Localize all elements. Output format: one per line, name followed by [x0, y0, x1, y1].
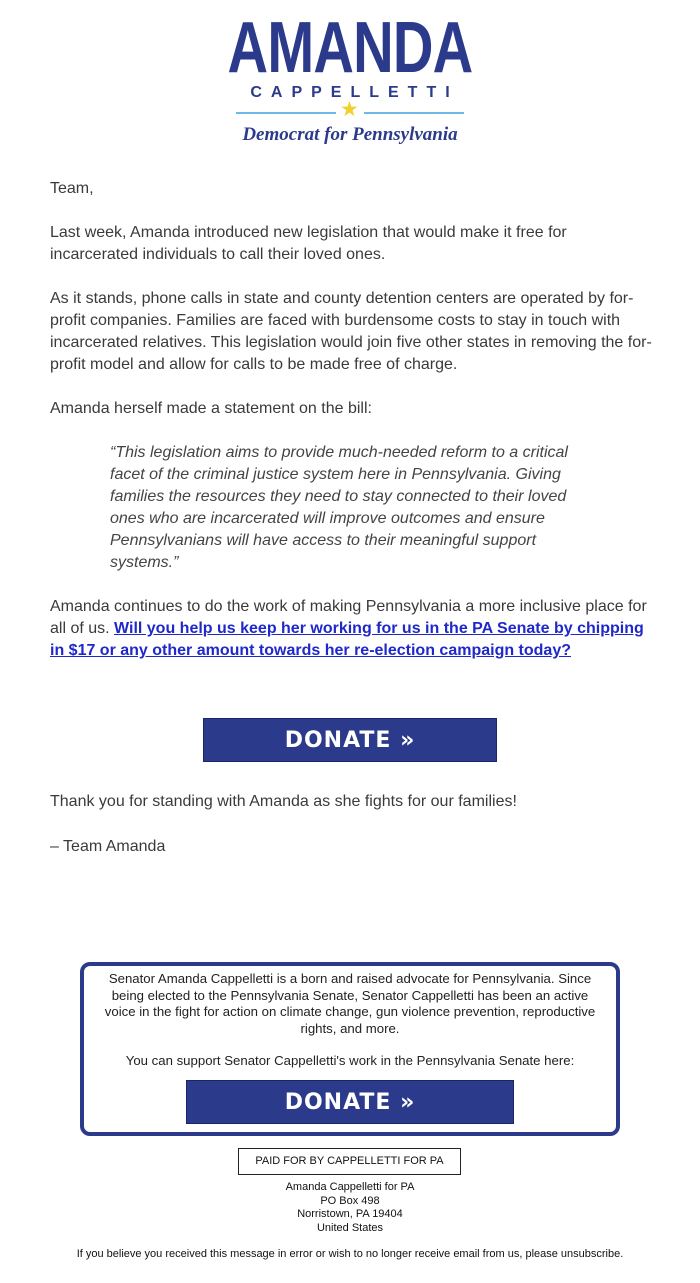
logo-first-name: AMANDA [227, 8, 473, 88]
paid-for-disclaimer: PAID FOR BY CAPPELLETTI FOR PA [238, 1148, 461, 1175]
address-line: Norristown, PA 19404 [297, 1208, 403, 1220]
appeal-text: Amanda continues to do the work of making Pennsylvania a more inclusive place for all of us. [50, 598, 647, 637]
logo-divider [236, 98, 464, 124]
greeting: Team, [50, 180, 94, 197]
senator-bio-box [80, 962, 620, 1136]
signoff: – Team Amanda [50, 838, 166, 855]
paragraph-legislation: Last week, Amanda introduced new legislation that would make it free for incarcerated individuals to call their loved ones. [50, 224, 567, 263]
email-body [50, 178, 655, 662]
paragraph-appeal [50, 596, 655, 662]
logo-tagline: Democrat for Pennsylvania [242, 124, 458, 145]
address-line: PO Box 498 [320, 1194, 380, 1207]
thank-you-line: Thank you for standing with Amanda as she fights for our families! [50, 793, 517, 810]
bio-text: Senator Amanda Cappelletti is a born and raised advocate for Pennsylvania. Since being elected to the Pennsylvania Senate, Senator Cappelletti has been an active voice in the fight for action on climate change, gun violence prevention, reproductive rights, and more. [104, 971, 596, 1036]
star-icon: ★ [340, 98, 359, 121]
bio-donate-button[interactable]: DONATE » [186, 1080, 514, 1124]
logo-divider-line-left [236, 112, 336, 114]
address-line: Amanda Cappelletti for PA [285, 1181, 415, 1193]
paragraph-statement-intro: Amanda herself made a statement on the bill: [50, 400, 372, 417]
unsubscribe-notice[interactable]: If you believe you received this message in error or wish to no longer receive email from us, please unsubscribe. [76, 1248, 624, 1260]
donate-button[interactable]: DONATE » [203, 718, 497, 762]
logo-divider-line-right [364, 112, 464, 114]
address-line: United States [316, 1221, 384, 1234]
mailing-address [0, 1181, 700, 1235]
blockquote-statement: “This legislation aims to provide much-needed reform to a critical facet of the criminal justice system here in Pennsylvania. Giving families the resources they need to stay connected to their loved ones who are incarcerated will improve outcomes and ensure Pennsylvanians will have access to their meaningful support systems.” [110, 444, 568, 571]
support-text: You can support Senator Cappelletti's work in the Pennsylvania Senate here: [125, 1053, 575, 1068]
donate-appeal-link[interactable]: Will you help us keep her working for us in the PA Senate by chipping in $17 or any other amount towards her re-election campaign today? [50, 620, 644, 659]
campaign-logo [0, 8, 700, 146]
logo-surname: CAPPELLETTI [250, 84, 459, 101]
paragraph-for-profit: As it stands, phone calls in state and county detention centers are operated by for-profit companies. Families are faced with burdensome costs to stay in touch with incarcerated relatives. This legislation would join five other states in removing the for-profit model and allow for calls to be made free of charge. [50, 290, 652, 373]
